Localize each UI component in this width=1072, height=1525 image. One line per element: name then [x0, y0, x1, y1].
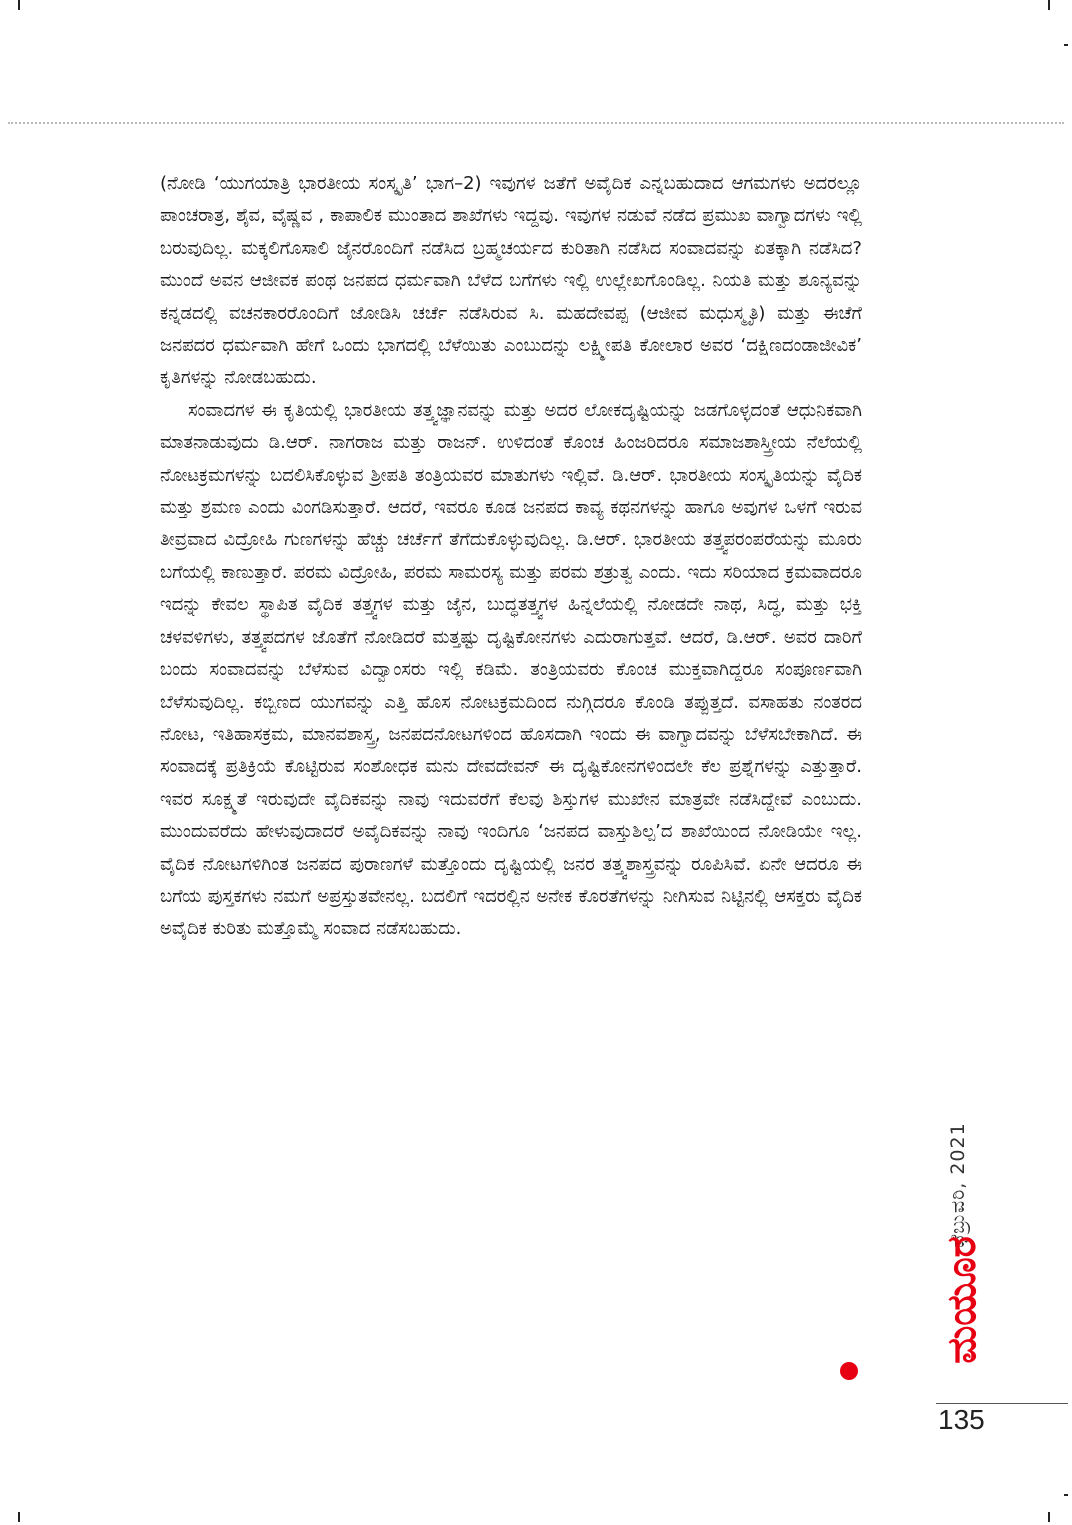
end-of-article-bullet: [840, 1362, 858, 1380]
header-dotted-rule: [8, 122, 1064, 124]
page-number: 135: [938, 1404, 985, 1435]
article-body: [160, 168, 862, 946]
article-paragraph: (ನೋಡಿ ‘ಯುಗಯಾತ್ರಿ ಭಾರತೀಯ ಸಂಸ್ಕೃತಿ’ ಭಾಗ–2) ಇವುಗಳ ಜತೆಗೆ ಅವೈದಿಕ ಎನ್ನಬಹುದಾದ ಆಗಮಗಳು ಅದರಲ್ಲೂ ಪಾಂಚರಾತ್ರ, ಶೈವ, ವೈಷ್ಣವ , ಕಾಪಾಲಿಕ ಮುಂತಾದ ಶಾಖೆಗಳು ಇದ್ದವು. ಇವುಗಳ ನಡುವೆ ನಡೆದ ಪ್ರಮುಖ ವಾಗ್ವಾದಗಳು ಇಲ್ಲಿ ಬರುವುದಿಲ್ಲ. ಮಕ್ಕಲಿಗೊಸಾಲಿ ಜೈನರೊಂದಿಗೆ ನಡೆಸಿದ ಬ್ರಹ್ಮಚರ್ಯದ ಕುರಿತಾಗಿ ನಡೆಸಿದ ಸಂವಾದವನ್ನು ಏತಕ್ಕಾಗಿ ನಡೆಸಿದ? ಮುಂದೆ ಅವನ ಆಜೀವಕ ಪಂಥ ಜನಪದ ಧರ್ಮವಾಗಿ ಬೆಳೆದ ಬಗೆಗಳು ಇಲ್ಲಿ ಉಲ್ಲೇಖಗೊಂಡಿಲ್ಲ. ನಿಯತಿ ಮತ್ತು ಶೂನ್ಯವನ್ನು ಕನ್ನಡದಲ್ಲಿ ವಚನಕಾರರೊಂದಿಗೆ ಜೋಡಿಸಿ ಚರ್ಚೆ ನಡೆಸಿರುವ ಸಿ. ಮಹದೇವಪ್ಪ (ಆಜೀವ ಮಧುಸ್ಮೃತಿ) ಮತ್ತು ಈಚೆಗೆ ಜನಪದರ ಧರ್ಮವಾಗಿ ಹೇಗೆ ಒಂದು ಭಾಗದಲ್ಲಿ ಬೆಳೆಯಿತು ಎಂಬುದನ್ನು ಲಕ್ಷ್ಮೀಪತಿ ಕೋಲಾರ ಅವರ ‘ದಕ್ಷಿಣದಂಡಾಜೀವಿಕ’ ಕೃತಿಗಳನ್ನು ನೋಡಬಹುದು.: [160, 173, 862, 389]
crop-mark-top-left: [18, 0, 20, 10]
magazine-logo: ಮಯೂರ: [939, 1236, 985, 1364]
crop-mark-right-upper: [1064, 44, 1068, 46]
article-paragraph: ಸಂವಾದಗಳ ಈ ಕೃತಿಯಲ್ಲಿ ಭಾರತೀಯ ತತ್ತ್ವಜ್ಞಾನವನ್ನು ಮತ್ತು ಅದರ ಲೋಕದೃಷ್ಟಿಯನ್ನು ಜಡಗೊಳ್ಳದಂತೆ ಆಧುನಿಕವಾಗಿ ಮಾತನಾಡುವುದು ಡಿ.ಆರ್. ನಾಗರಾಜ ಮತ್ತು ರಾಜನ್. ಉಳಿದಂತೆ ಕೊಂಚ ಹಿಂಜರಿದರೂ ಸಮಾಜಶಾಸ್ತ್ರೀಯ ನೆಲೆಯಲ್ಲಿ ನೋಟಕ್ರಮಗಳನ್ನು ಬದಲಿಸಿಕೊಳ್ಳುವ ಶ್ರೀಪತಿ ತಂತ್ರಿಯವರ ಮಾತುಗಳು ಇಲ್ಲಿವೆ. ಡಿ.ಆರ್. ಭಾರತೀಯ ಸಂಸ್ಕೃತಿಯನ್ನು ವೈದಿಕ ಮತ್ತು ಶ್ರಮಣ ಎಂದು ವಿಂಗಡಿಸುತ್ತಾರೆ. ಆದರೆ, ಇವರೂ ಕೂಡ ಜನಪದ ಕಾವ್ಯ ಕಥನಗಳನ್ನು ಹಾಗೂ ಅವುಗಳ ಒಳಗೆ ಇರುವ ತೀವ್ರವಾದ ವಿದ್ರೋಹಿ ಗುಣಗಳನ್ನು ಹೆಚ್ಚು ಚರ್ಚೆಗೆ ತೆಗೆದುಕೊಳ್ಳುವುದಿಲ್ಲ. ಡಿ.ಆರ್. ಭಾರತೀಯ ತತ್ತ್ವಪರಂಪರೆಯನ್ನು ಮೂರು ಬಗೆಯಲ್ಲಿ ಕಾಣುತ್ತಾರೆ. ಪರಮ ವಿದ್ರೋಹಿ, ಪರಮ ಸಾಮರಸ್ಯ ಮತ್ತು ಪರಮ ಶತ್ರುತ್ವ ಎಂದು. ಇದು ಸರಿಯಾದ ಕ್ರಮವಾದರೂ ಇದನ್ನು ಕೇವಲ ಸ್ಥಾಪಿತ ವೈದಿಕ ತತ್ತ್ವಗಳ ಮತ್ತು ಜೈನ, ಬುದ್ಧತತ್ತ್ವಗಳ ಹಿನ್ನಲೆಯಲ್ಲಿ ನೋಡದೇ ನಾಥ, ಸಿದ್ಧ, ಮತ್ತು ಭಕ್ತಿ ಚಳವಳಿಗಳು, ತತ್ತ್ವಪದಗಳ ಜೊತೆಗೆ ನೋಡಿದರೆ ಮತ್ತಷ್ಟು ದೃಷ್ಟಿಕೋನಗಳು ಎದುರಾಗುತ್ತವೆ. ಆದರೆ, ಡಿ.ಆರ್. ಅವರ ದಾರಿಗೆ ಬಂದು ಸಂವಾದವನ್ನು ಬೆಳೆಸುವ ವಿದ್ವಾಂಸರು ಇಲ್ಲಿ ಕಡಿಮೆ. ತಂತ್ರಿಯವರು ಕೊಂಚ ಮುಕ್ತವಾಗಿದ್ದರೂ ಸಂಪೂರ್ಣವಾಗಿ ಬೆಳೆಸುವುದಿಲ್ಲ. ಕಬ್ಬಿಣದ ಯುಗವನ್ನು ಎತ್ತಿ ಹೊಸ ನೋಟಕ್ರಮದಿಂದ ನುಗ್ಗಿದರೂ ಕೊಂಡಿ ತಪ್ಪುತ್ತದೆ. ವಸಾಹತು ನಂತರದ ನೋಟ, ಇತಿಹಾಸಕ್ರಮ, ಮಾನವಶಾಸ್ತ್ರ, ಜನಪದನೋಟಗಳಿಂದ ಹೊಸದಾಗಿ ಇಂದು ಈ ವಾಗ್ವಾದವನ್ನು ಬೆಳೆಸಬೇಕಾಗಿದೆ. ಈ ಸಂವಾದಕ್ಕೆ ಪ್ರತಿಕ್ರಿಯೆ ಕೊಟ್ಟಿರುವ ಸಂಶೋಧಕ ಮನು ದೇವದೇವನ್ ಈ ದೃಷ್ಟಿಕೋನಗಳಿಂದಲೇ ಕೆಲ ಪ್ರಶ್ನೆಗಳನ್ನು ಎತ್ತುತ್ತಾರೆ. ಇವರ ಸೂಕ್ಷ್ಮತೆ ಇರುವುದೇ ವೈದಿಕವನ್ನು ನಾವು ಇದುವರೆಗೆ ಕೆಲವು ಶಿಸ್ತುಗಳ ಮುಖೇನ ಮಾತ್ರವೇ ನಡೆಸಿದ್ದೇವೆ ಎಂಬುದು. ಮುಂದುವರೆದು ಹೇಳುವುದಾದರೆ ಅವೈದಿಕವನ್ನು ನಾವು ಇಂದಿಗೂ ‘ಜನಪದ ವಾಸ್ತುಶಿಲ್ಪ’ದ ಶಾಖೆಯಿಂದ ನೋಡಿಯೇ ಇಲ್ಲ. ವೈದಿಕ ನೋಟಗಳಿಗಿಂತ ಜನಪದ ಪುರಾಣಗಳೆ ಮತ್ತೊಂದು ದೃಷ್ಟಿಯಲ್ಲಿ ಜನರ ತತ್ತ್ವಶಾಸ್ತ್ರವನ್ನು ರೂಪಿಸಿವೆ. ಏನೇ ಆದರೂ ಈ ಬಗೆಯ ಪುಸ್ತಕಗಳು ನಮಗೆ ಅಪ್ರಸ್ತುತವೇನಲ್ಲ. ಬದಲಿಗೆ ಇದರಲ್ಲಿನ ಅನೇಕ ಕೊರತೆಗಳನ್ನು ನೀಗಿಸುವ ನಿಟ್ಟಿನಲ್ಲಿ ಆಸಕ್ತರು ವೈದಿಕ ಅವೈದಿಕ ಕುರಿತು ಮತ್ತೊಮ್ಮೆ ಸಂವಾದ ನಡೆಸಬಹುದು.: [160, 399, 862, 940]
crop-mark-top-right: [1048, 0, 1050, 10]
crop-mark-bottom-right: [1048, 1512, 1050, 1522]
crop-mark-bottom-left: [18, 1512, 20, 1522]
crop-mark-right-lower: [1064, 1494, 1068, 1496]
issue-date: ಫೆಬ್ರುವರಿ, 2021: [947, 1122, 969, 1248]
